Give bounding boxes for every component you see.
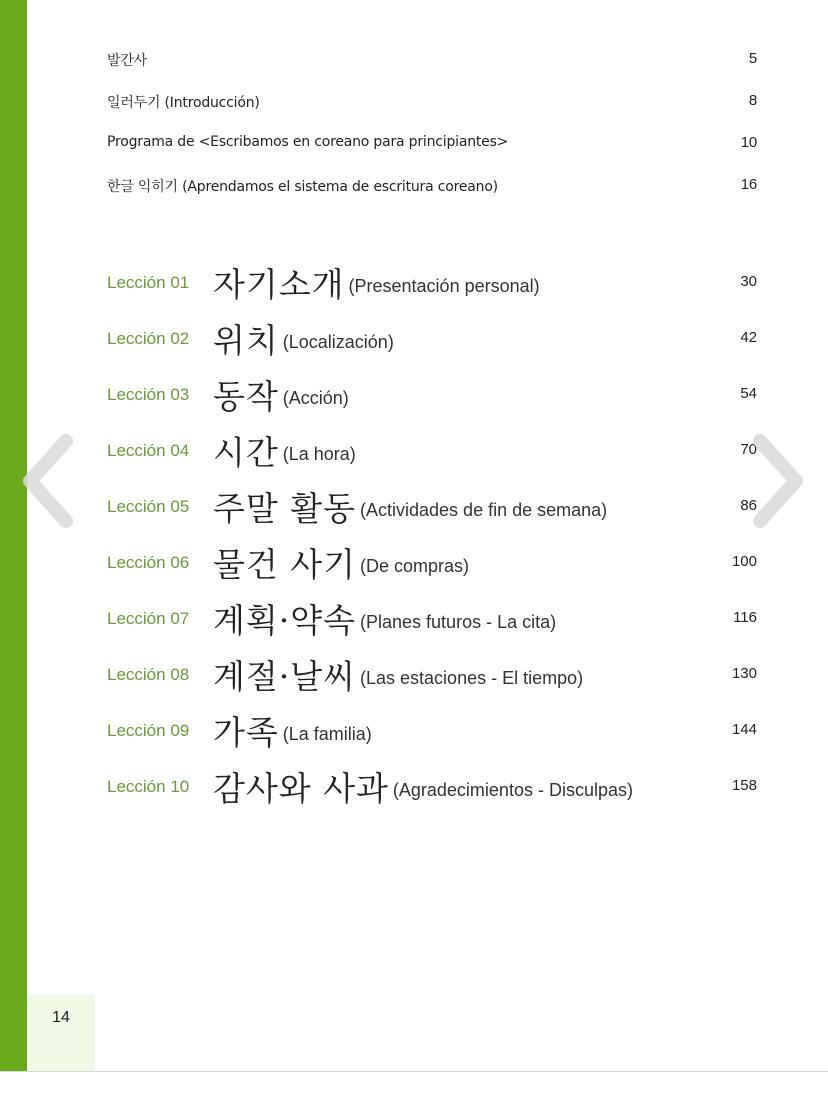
toc-front-title: 한글 익히기 (Aprendamos el sistema de escritura coreano) bbox=[107, 179, 498, 195]
toc-lesson-item bbox=[107, 539, 757, 583]
lesson-spanish-title: (Presentación personal) bbox=[348, 276, 540, 296]
lesson-label: Lección 02 bbox=[107, 329, 190, 348]
lesson-page: 30 bbox=[740, 273, 757, 290]
lesson-page: 70 bbox=[740, 441, 757, 458]
lesson-label: Lección 07 bbox=[107, 609, 190, 628]
next-image-button[interactable] bbox=[748, 433, 808, 529]
toc-front-title: 발간사 bbox=[107, 53, 147, 69]
lesson-page: 42 bbox=[740, 329, 757, 346]
toc-lesson-item bbox=[107, 427, 757, 471]
viewer-footer bbox=[0, 1072, 828, 1093]
toc-lesson-item bbox=[107, 483, 757, 527]
lesson-page: 86 bbox=[740, 497, 757, 514]
lesson-korean-title: 동작 (Acción) bbox=[213, 377, 349, 416]
lesson-page: 144 bbox=[731, 721, 757, 738]
lesson-spanish-title: (Acción) bbox=[282, 388, 349, 408]
lesson-spanish-title: (De compras) bbox=[360, 556, 470, 576]
toc-front-title: Programa de <Escribamos en coreano para principiantes> bbox=[107, 134, 509, 150]
toc-lesson-item bbox=[107, 371, 757, 415]
lesson-spanish-title: (Planes futuros - La cita) bbox=[360, 612, 557, 632]
toc-lesson-item bbox=[107, 315, 757, 359]
toc-front-page: 5 bbox=[748, 50, 757, 67]
lesson-korean-title: 감사와 사과 (Agradecimientos - Disculpas) bbox=[213, 769, 633, 808]
lesson-label: Lección 09 bbox=[107, 721, 190, 740]
lesson-spanish-title: (Localización) bbox=[282, 332, 394, 352]
page-accent-bar bbox=[0, 0, 27, 1071]
toc-lesson-item bbox=[107, 707, 757, 751]
lesson-spanish-title: (La hora) bbox=[282, 444, 356, 464]
lesson-label: Lección 03 bbox=[107, 385, 190, 404]
lesson-page: 116 bbox=[733, 609, 757, 626]
page-number: 14 bbox=[52, 1009, 70, 1026]
lesson-korean-title: 위치 (Localización) bbox=[213, 321, 394, 360]
chevron-right-icon bbox=[748, 433, 808, 529]
lesson-korean-title: 자기소개 (Presentación personal) bbox=[213, 265, 540, 304]
toc-front-title: 일러두기 (Introducción) bbox=[107, 95, 260, 111]
lesson-page: 158 bbox=[731, 777, 757, 794]
lesson-label: Lección 08 bbox=[107, 665, 190, 684]
toc-lesson-item bbox=[107, 651, 757, 695]
lesson-spanish-title: (Agradecimientos - Disculpas) bbox=[392, 780, 633, 800]
lesson-label: Lección 04 bbox=[107, 441, 190, 460]
lesson-label: Lección 01 bbox=[107, 273, 190, 292]
toc-front-item bbox=[107, 134, 757, 156]
lesson-korean-title: 계절·날씨 (Las estaciones - El tiempo) bbox=[213, 657, 584, 696]
lesson-page: 130 bbox=[731, 665, 757, 682]
lesson-korean-title: 시간 (La hora) bbox=[213, 433, 356, 472]
chevron-left-icon bbox=[18, 433, 78, 529]
toc-front-item bbox=[107, 92, 757, 114]
toc-lesson-item bbox=[107, 259, 757, 303]
previous-image-button[interactable] bbox=[18, 433, 78, 529]
lesson-spanish-title: (Las estaciones - El tiempo) bbox=[360, 668, 584, 688]
lesson-korean-title: 가족 (La familia) bbox=[213, 713, 372, 752]
toc-front-page: 16 bbox=[740, 176, 757, 193]
lesson-label: Lección 06 bbox=[107, 553, 190, 572]
lesson-label: Lección 10 bbox=[107, 777, 190, 796]
lesson-page: 54 bbox=[740, 385, 757, 402]
page-number-box bbox=[27, 995, 95, 1071]
lesson-page: 100 bbox=[731, 553, 757, 570]
toc-front-item bbox=[107, 50, 757, 72]
lesson-label: Lección 05 bbox=[107, 497, 190, 516]
lesson-spanish-title: (La familia) bbox=[282, 724, 372, 744]
toc-lesson-item bbox=[107, 595, 757, 639]
toc-front-page: 10 bbox=[740, 134, 757, 151]
lesson-korean-title: 물건 사기 (De compras) bbox=[213, 545, 470, 584]
toc-lesson-item bbox=[107, 763, 757, 807]
lesson-korean-title: 주말 활동 (Actividades de fin de semana) bbox=[213, 489, 608, 528]
toc-front-item bbox=[107, 176, 757, 198]
lesson-korean-title: 계획·약속 (Planes futuros - La cita) bbox=[213, 601, 557, 640]
toc-front-page: 8 bbox=[748, 92, 757, 109]
lesson-spanish-title: (Actividades de fin de semana) bbox=[360, 500, 608, 520]
